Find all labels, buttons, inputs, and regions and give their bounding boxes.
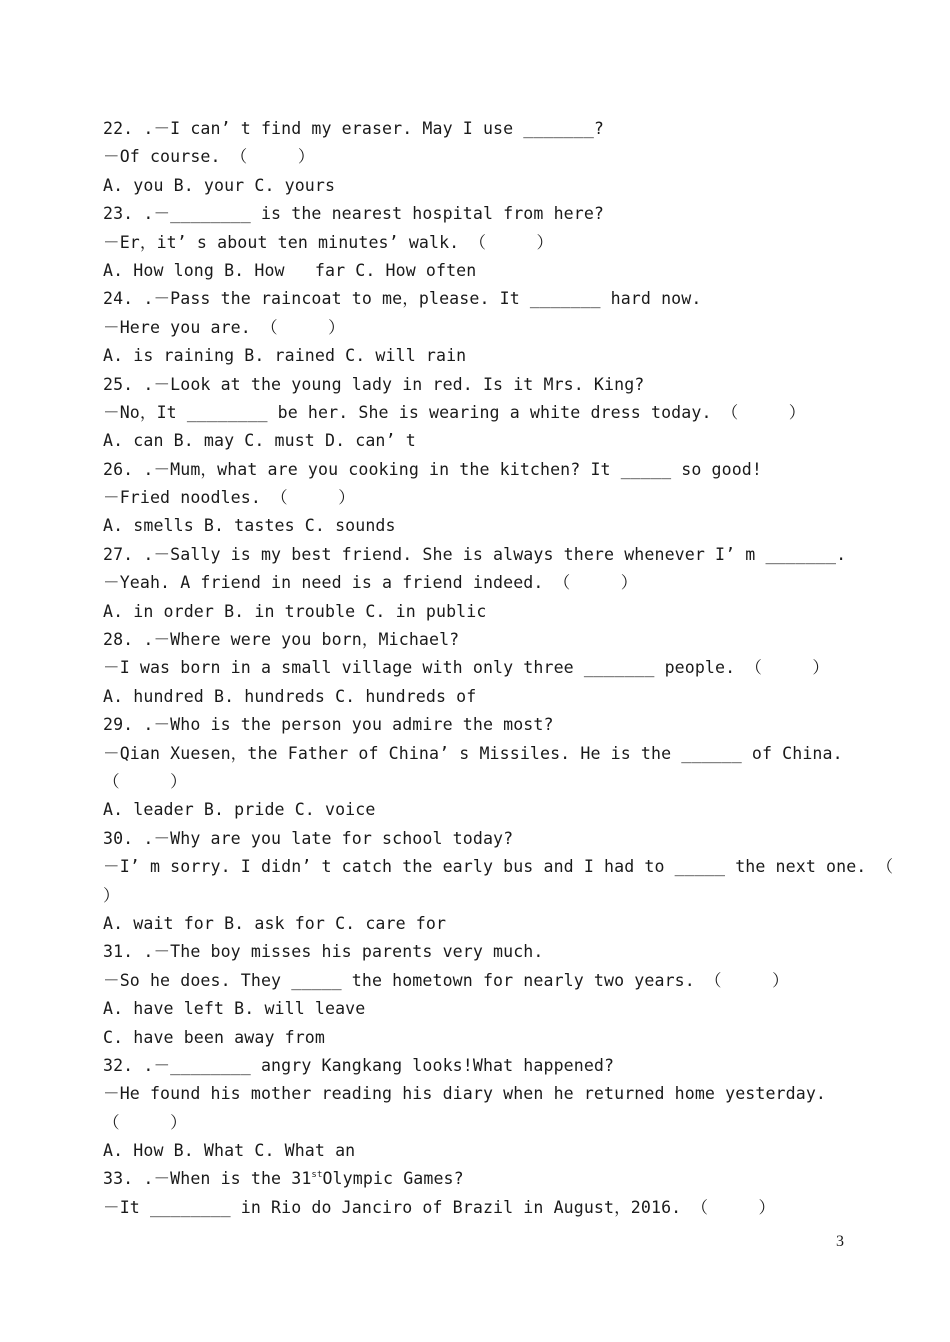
q24-question: 24. .－Pass the raincoat to me，please. It _______ hard now. <box>103 289 702 309</box>
q32-answer-bracket: （ ） <box>103 1112 187 1132</box>
q22-question: 22. .－I can’ t find my eraser. May I use _______? <box>103 119 605 138</box>
q25-question: 25. .－Look at the young lady in red. Is it Mrs. King? <box>103 374 645 394</box>
q22-options: A. you B. your C. yours <box>103 175 336 195</box>
q23-answer: －Er，it’ s about ten minutes’ walk. （ ） <box>103 232 554 252</box>
q32-question: 32. .－________ angry Kangkang looks!What happened? <box>103 1055 615 1075</box>
q33-question <box>103 1165 863 1193</box>
q31-answer: －So he does. They _____ the hometown for nearly two years. （ ） <box>103 970 789 990</box>
q33-answer: －It ________ in Rio do Janciro of Brazil in August，2016. （ ） <box>103 1197 776 1217</box>
q31-options-cont: C. have been away from <box>103 1027 325 1047</box>
q29-answer: －Qian Xuesen，the Father of China’ s Missiles. He is the ______ of China. <box>103 743 843 763</box>
q30-question: 30. .－Why are you late for school today? <box>103 828 514 848</box>
q25-options: A. can B. may C. must D. can’ t <box>103 431 416 451</box>
q24-options: A. is raining B. rained C. will rain <box>103 346 467 366</box>
q23-question: 23. .－________ is the nearest hospital from here? <box>103 204 605 224</box>
q29-answer-bracket: （ ） <box>103 771 187 791</box>
q32-options: A. How B. What C. What an <box>103 1141 356 1161</box>
q26-options: A. smells B. tastes C. sounds <box>103 516 396 536</box>
q30-options: A. wait for B. ask for C. care for <box>103 913 447 933</box>
q23-options: A. How long B. How far C. How often <box>103 260 477 280</box>
q33-superscript: st <box>311 1170 323 1181</box>
q30-answer: －I’ m sorry. I didn’ t catch the early bus and I had to _____ the next one. （ <box>103 857 894 877</box>
q33-question-after: Olympic Games? <box>322 1169 464 1189</box>
q33-question-before: 33. .－When is the 31 <box>103 1169 312 1189</box>
q31-options: A. have left B. will leave <box>103 999 366 1019</box>
q24-answer: －Here you are. （ ） <box>103 317 345 337</box>
q32-answer: －He found his mother reading his diary when he returned home yesterday. <box>103 1084 827 1104</box>
q31-question: 31. .－The boy misses his parents very much. <box>103 942 544 962</box>
question-list <box>103 115 894 1222</box>
q26-question: 26. .－Mum，what are you cooking in the kitchen? It _____ so good! <box>103 459 762 479</box>
q27-question: 27. .－Sally is my best friend. She is always there whenever I’ m _______. <box>103 544 847 564</box>
q27-options: A. in order B. in trouble C. in public <box>103 601 487 621</box>
q25-answer: －No，It ________ be her. She is wearing a white dress today. （ ） <box>103 402 806 422</box>
q29-options: A. leader B. pride C. voice <box>103 800 376 820</box>
q30-answer-bracket: ） <box>103 885 120 905</box>
q28-question: 28. .－Where were you born，Michael? <box>103 630 460 650</box>
q27-answer: －Yeah. A friend in need is a friend indeed. （ ） <box>103 573 638 593</box>
q28-answer: －I was born in a small village with only three _______ people. （ ） <box>103 658 830 678</box>
q29-question: 29. .－Who is the person you admire the most? <box>103 715 554 735</box>
q22-answer: －Of course. （ ） <box>103 147 315 167</box>
q28-options: A. hundred B. hundreds C. hundreds of <box>103 686 477 706</box>
page-number: 3 <box>836 1233 844 1250</box>
q26-answer: －Fried noodles. （ ） <box>103 488 355 508</box>
